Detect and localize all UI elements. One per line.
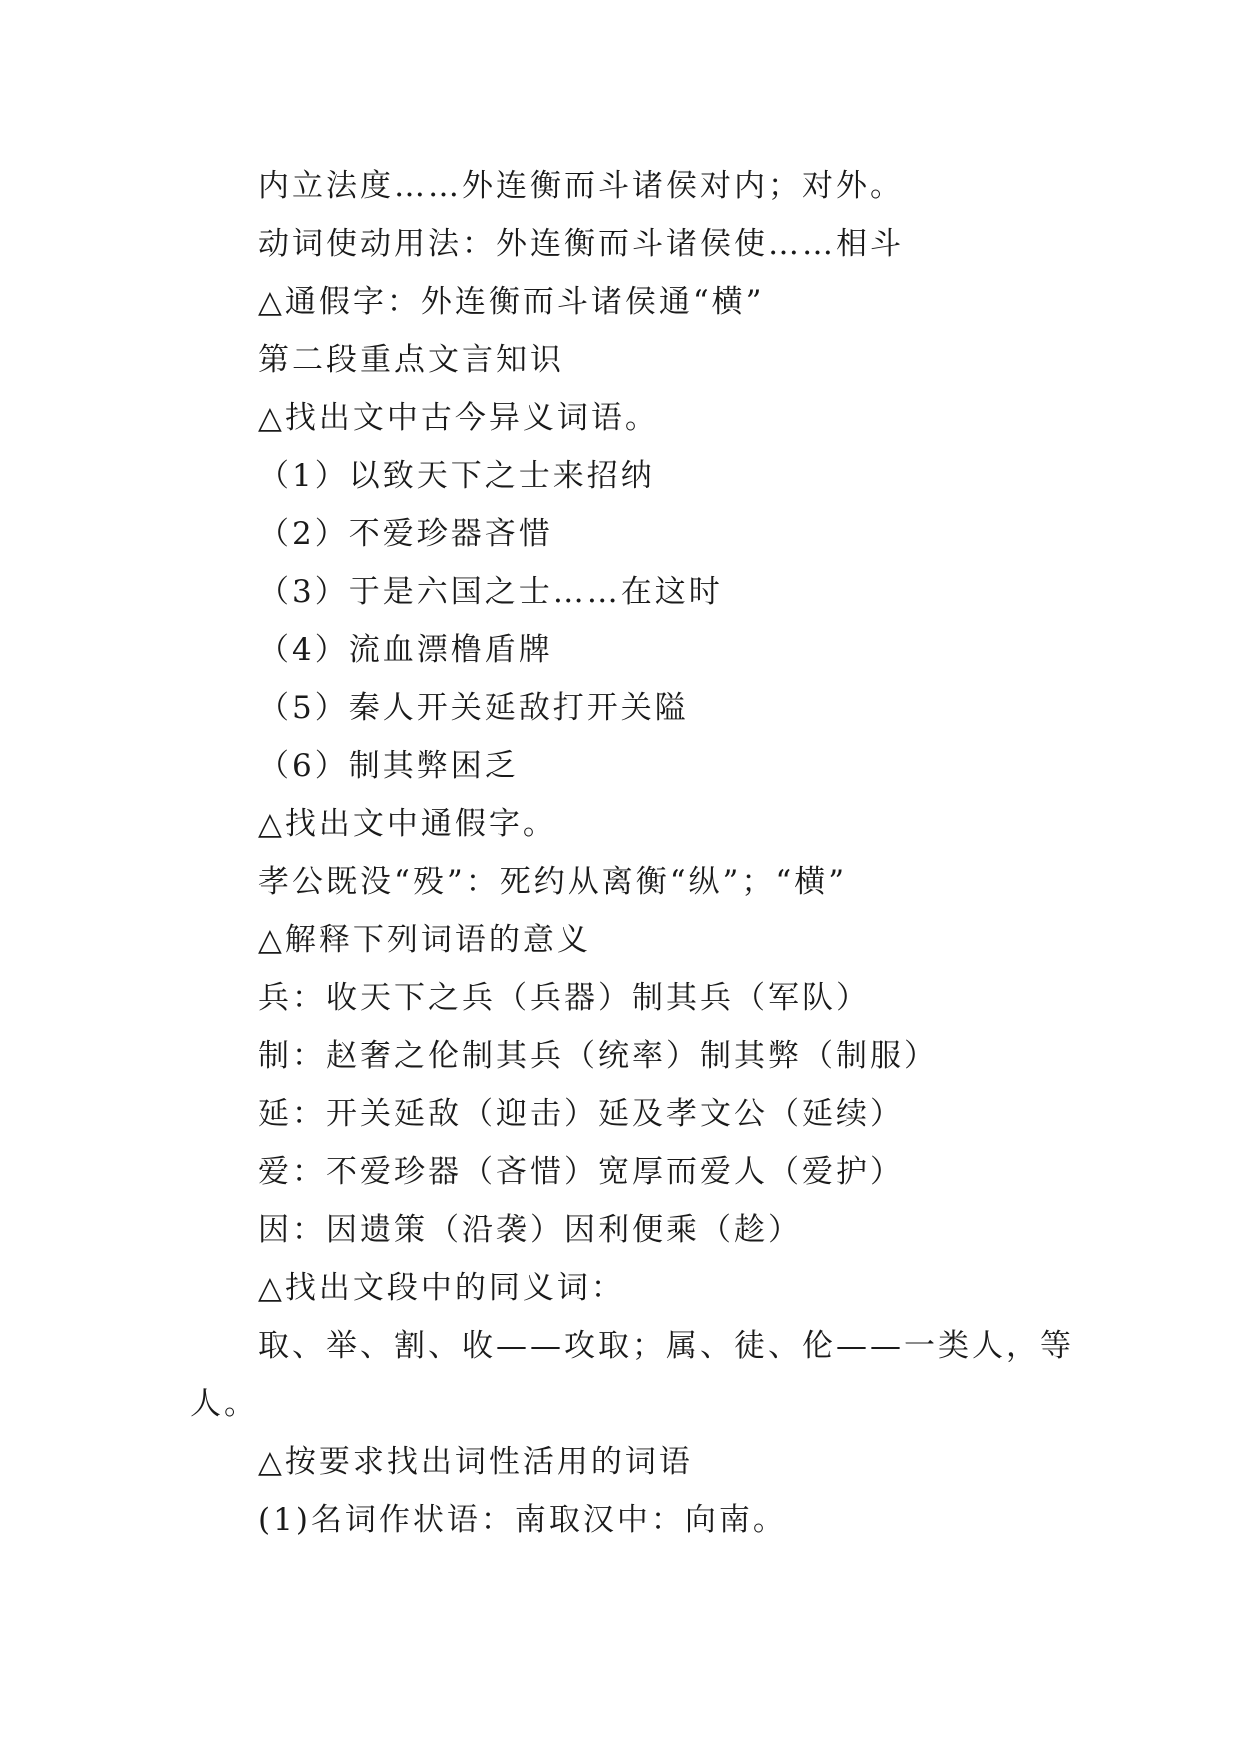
list-item: （5）秦人开关延敌打开关隘 — [258, 690, 689, 726]
text-line: 动词使动用法：外连衡而斗诸侯使……相斗 — [258, 226, 904, 262]
list-item: （1）以致天下之士来招纳 — [258, 458, 655, 494]
text-line: △找出文中通假字。 — [258, 806, 557, 842]
text-line: △找出文中古今异义词语。 — [258, 400, 659, 436]
text-line-continuation: 人。 — [190, 1386, 258, 1422]
text-line: 因：因遗策（沿袭）因利便乘（趁） — [258, 1212, 802, 1248]
list-item: （4）流血漂橹盾牌 — [258, 632, 553, 668]
list-item: （3）于是六国之士……在这时 — [258, 574, 723, 610]
list-item: （2）不爱珍器吝惜 — [258, 516, 553, 552]
section-heading: 第二段重点文言知识 — [258, 342, 564, 378]
text-line: 取、举、割、收——攻取；属、徒、伦——一类人，等 — [258, 1328, 1074, 1364]
text-line: △按要求找出词性活用的词语 — [258, 1444, 693, 1480]
text-line: 兵：收天下之兵（兵器）制其兵（军队） — [258, 980, 870, 1016]
text-line: 延：开关延敌（迎击）延及孝文公（延续） — [258, 1096, 904, 1132]
text-line: △找出文段中的同义词： — [258, 1270, 625, 1306]
text-line: △解释下列词语的意义 — [258, 922, 591, 958]
text-line: 爱：不爱珍器（吝惜）宽厚而爱人（爱护） — [258, 1154, 904, 1190]
text-line: (1)名词作状语：南取汉中：向南。 — [258, 1502, 787, 1538]
text-line: △通假字：外连衡而斗诸侯通“横” — [258, 284, 765, 320]
text-line: 内立法度……外连衡而斗诸侯对内；对外。 — [258, 168, 904, 204]
text-line: 孝公既没“殁”：死约从离衡“纵”；“横” — [258, 864, 848, 900]
list-item: （6）制其弊困乏 — [258, 748, 519, 784]
text-line: 制：赵奢之伦制其兵（统率）制其弊（制服） — [258, 1038, 938, 1074]
